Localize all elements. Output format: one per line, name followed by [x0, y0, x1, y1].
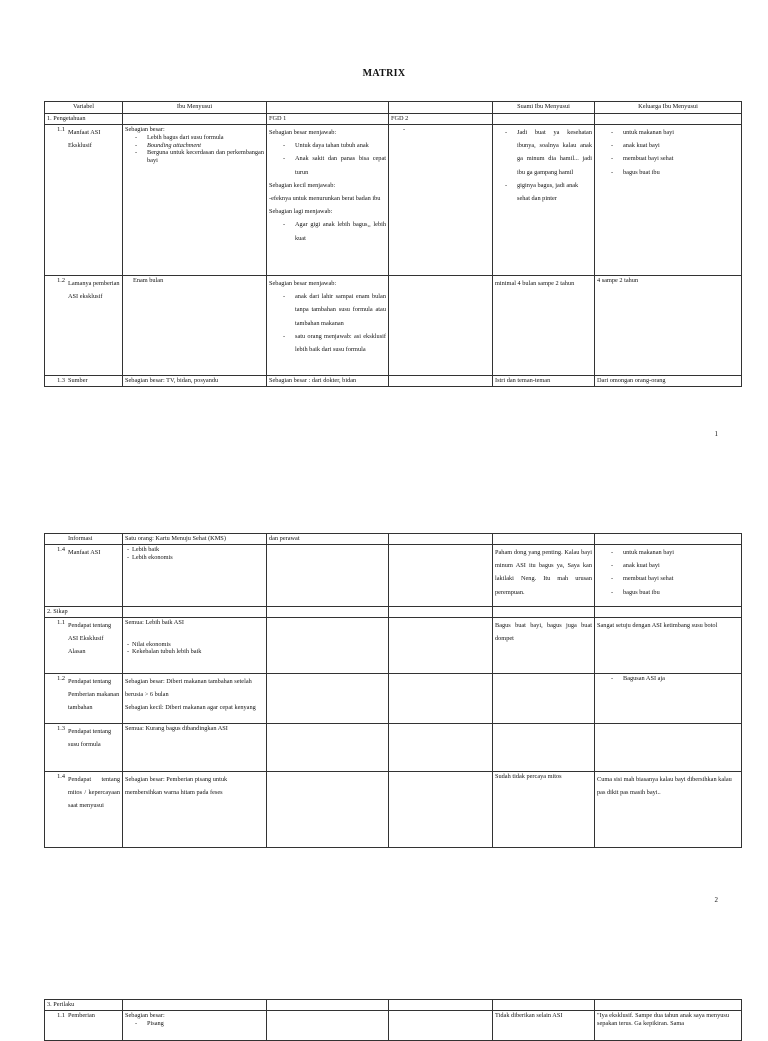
table-row: 1.3 Pendapat tentang susu formula Semua: Kurang bagus dibandingkan ASI — [45, 723, 742, 771]
section-label: 1. Pengetahuan — [45, 114, 123, 125]
matrix-table-page-2 — [44, 533, 742, 848]
table-row: 1.1 Pemberian Sebagian besar: - Pisang Tidak diberikan selain ASI "Iya eksklusif. Sampe dua tahun anak saya menyusu sepakan terus. Ga kepikiran. Sama — [45, 1010, 742, 1040]
table-row: 1.2 Lamanya pemberian ASI eksklusif Enam bulan Sebagian besar menjawab: - anak dari lahir sampai enam bulan tanpa tambahan susu formula atau tambahan makanan - satu orang menjawab: asi eksklusif lebih baik dari susu formula minimal 4 bulan sampe 2 tahun 4 sampe 2 tahun — [45, 275, 742, 375]
table-row: 1.2 Pendapat tentang Pemberian makanan tambahan Sebagian besar: Diberi makanan tambahan setelah berusia > 6 bulan Sebagian kecil: Diberi makanan agar cepat kenyang - Bagusan ASI aja — [45, 673, 742, 723]
row-number: 1.1 — [57, 125, 65, 133]
section-row-sikap: 2. Sikap — [45, 606, 742, 617]
table-row: 1.4 Pendapat tentang mitos / kepercayaan saat menyusui Sebagian besar: Pemberian pisang untuk membersihkan warna hitam pada feses Sudah tidak percaya mitos Cuma sisi mah biasanya kalau bayi dibersihkan kalau pas dikit pas masih bayi.. — [45, 771, 742, 847]
row-label: Manfaat ASI Eksklusif — [68, 128, 101, 150]
table-row: 1.1 Manfaat ASI Eksklusif Sebagian besar: - Lebih bagus dari susu formula - Bounding attachment - Berguna untuk kecerdasan dan perkembangan bayi Sebagian besar menjawab: - Untuk daya tahan tubuh anak - Anak sakit dan panas bisa cepat turun Sebagian kecil menjawab: -efeknya untuk menurunkan berat badan ibu Sebagian lagi menjawab: - Agar gigi anak lebih bagus,, lebih kuat - - Jadi buat ya kesehatan ibunya, soalnya kalau anak ga minum dia hamil... jadi ibu ga gampang hamil - giginya bagus, jadi anak sehat dan pinter - untuk makanan bayi - anak kuat bayi - membuat bayi sehat - bagus buat ibu — [45, 124, 742, 275]
section-row-pengetahuan — [45, 114, 742, 125]
document-title: MATRIX — [362, 68, 406, 79]
header-ibu: Ibu Menyusui — [123, 102, 267, 114]
matrix-table-page-3 — [44, 999, 742, 1041]
table-header-row — [45, 102, 742, 114]
header-suami: Suami Ibu Menyusui — [493, 102, 595, 114]
page-number: 1 — [714, 430, 718, 438]
header-keluarga: Keluarga Ibu Menyusui — [595, 102, 742, 114]
matrix-table-page-1 — [44, 101, 742, 387]
section-row-perilaku: 3. Perilaku — [45, 1000, 742, 1011]
header-fgd2: FGD 2 — [389, 114, 493, 125]
header-fgd1: FGD 1 — [267, 114, 389, 125]
table-row: 1.1 Pendapat tentang ASI Eksklusif Alasan Semua: Lebih baik ASI - Nilai ekonomis - Kekebalan tubuh lebih baik Bagus buat bayi, bagus juga buat dompet Sangat setuju dengan ASI ketimbang susu botol — [45, 617, 742, 673]
page-number: 2 — [714, 896, 718, 904]
table-row: 1.3 Sumber Sebagian besar: TV, bidan, posyandu Sebagian besar : dari dokter, bidan Istri dan teman-teman Dari omongan orang-orang — [45, 375, 742, 386]
header-variabel: Variabel — [45, 102, 123, 114]
ibu-intro: Sebagian besar: — [125, 125, 165, 133]
table-row: Informasi Satu orang: Kartu Menuju Sehat (KMS) dan perawat — [45, 534, 742, 545]
table-row: 1.4 Manfaat ASI - Lebih baik - Lebih ekonomis Paham dong yang penting. Kalau bayi minum ASI itu bagus ya, Saya kan lakilaki Neng. Itu mah urusan perempuan. - untuk makanan bayi - anak kuat bayi - membuat bayi sehat - bagus buat ibu — [45, 544, 742, 606]
